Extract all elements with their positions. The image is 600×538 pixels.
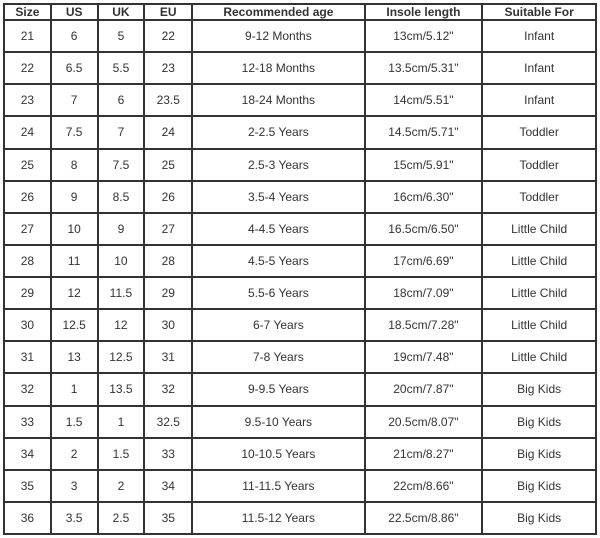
table-cell: 10 — [51, 213, 98, 245]
table-cell: 3.5 — [51, 502, 98, 534]
table-cell: 28 — [4, 245, 51, 277]
table-cell: 21cm/8.27" — [365, 438, 483, 470]
table-cell: 15cm/5.91" — [365, 149, 483, 181]
table-cell: 1.5 — [98, 438, 145, 470]
table-row — [4, 20, 596, 52]
table-cell: 34 — [144, 470, 192, 502]
column-header-recommended-age: Recommended age — [192, 4, 364, 20]
table-cell: 2 — [98, 470, 145, 502]
table-row — [4, 341, 596, 373]
table-cell: 7.5 — [51, 116, 98, 148]
table-cell: 5.5 — [98, 52, 145, 84]
table-cell: 1.5 — [51, 406, 98, 438]
table-cell: 9-9.5 Years — [192, 373, 364, 405]
table-cell: 25 — [144, 149, 192, 181]
table-cell: 22 — [4, 52, 51, 84]
table-cell: 24 — [4, 116, 51, 148]
table-cell: 13 — [51, 341, 98, 373]
table-cell: 12-18 Months — [192, 52, 364, 84]
table-cell: Little Child — [482, 309, 596, 341]
table-cell: 6 — [51, 20, 98, 52]
column-header-uk: UK — [98, 4, 145, 20]
table-cell: Little Child — [482, 245, 596, 277]
table-cell: 23.5 — [144, 84, 192, 116]
table-cell: 5.5-6 Years — [192, 277, 364, 309]
table-cell: 25 — [4, 149, 51, 181]
table-cell: 7 — [51, 84, 98, 116]
table-cell: 22.5cm/8.86" — [365, 502, 483, 534]
table-row — [4, 52, 596, 84]
table-cell: 26 — [4, 181, 51, 213]
table-cell: 16.5cm/6.50" — [365, 213, 483, 245]
table-cell: 23 — [144, 52, 192, 84]
table-row — [4, 277, 596, 309]
table-cell: 23 — [4, 84, 51, 116]
table-row — [4, 502, 596, 534]
table-cell: 32 — [4, 373, 51, 405]
table-cell: Big Kids — [482, 502, 596, 534]
table-cell: 3.5-4 Years — [192, 181, 364, 213]
table-cell: 12.5 — [51, 309, 98, 341]
table-cell: Little Child — [482, 277, 596, 309]
table-cell: 29 — [4, 277, 51, 309]
table-cell: 2.5-3 Years — [192, 149, 364, 181]
table-cell: 28 — [144, 245, 192, 277]
table-cell: 13cm/5.12" — [365, 20, 483, 52]
table-cell: 8.5 — [98, 181, 145, 213]
table-cell: 27 — [144, 213, 192, 245]
table-cell: 18-24 Months — [192, 84, 364, 116]
table-cell: 14.5cm/5.71" — [365, 116, 483, 148]
table-cell: 22cm/8.66" — [365, 470, 483, 502]
table-cell: Toddler — [482, 181, 596, 213]
table-cell: 27 — [4, 213, 51, 245]
table-cell: 20cm/7.87" — [365, 373, 483, 405]
column-header-suitable-for: Suitable For — [482, 4, 596, 20]
table-cell: 18.5cm/7.28" — [365, 309, 483, 341]
table-cell: 14cm/5.51" — [365, 84, 483, 116]
table-body — [4, 20, 596, 534]
table-cell: 7.5 — [98, 149, 145, 181]
table-cell: 9 — [98, 213, 145, 245]
table-cell: 6.5 — [51, 52, 98, 84]
table-cell: 36 — [4, 502, 51, 534]
table-row — [4, 181, 596, 213]
table-cell: 12.5 — [98, 341, 145, 373]
table-cell: Big Kids — [482, 470, 596, 502]
table-cell: 30 — [4, 309, 51, 341]
table-cell: Little Child — [482, 213, 596, 245]
table-cell: 10 — [98, 245, 145, 277]
table-cell: 18cm/7.09" — [365, 277, 483, 309]
table-cell: 24 — [144, 116, 192, 148]
table-cell: 35 — [4, 470, 51, 502]
table-cell: 17cm/6.69" — [365, 245, 483, 277]
table-cell: 5 — [98, 20, 145, 52]
table-cell: 4.5-5 Years — [192, 245, 364, 277]
column-header-us: US — [51, 4, 98, 20]
table-cell: Infant — [482, 84, 596, 116]
table-cell: 12 — [51, 277, 98, 309]
table-row — [4, 213, 596, 245]
table-cell: 6 — [98, 84, 145, 116]
table-cell: 13.5 — [98, 373, 145, 405]
table-cell: 16cm/6.30" — [365, 181, 483, 213]
table-cell: 32 — [144, 373, 192, 405]
table-row — [4, 149, 596, 181]
table-cell: Big Kids — [482, 406, 596, 438]
table-cell: 3 — [51, 470, 98, 502]
table-cell: Toddler — [482, 149, 596, 181]
table-header-row — [4, 4, 596, 20]
table-cell: 11.5 — [98, 277, 145, 309]
table-cell: Little Child — [482, 341, 596, 373]
table-cell: 9-12 Months — [192, 20, 364, 52]
table-cell: 34 — [4, 438, 51, 470]
table-cell: 13.5cm/5.31" — [365, 52, 483, 84]
table-cell: 32.5 — [144, 406, 192, 438]
column-header-eu: EU — [144, 4, 192, 20]
table-row — [4, 373, 596, 405]
column-header-size: Size — [4, 4, 51, 20]
table-cell: 31 — [4, 341, 51, 373]
table-cell: Big Kids — [482, 373, 596, 405]
table-cell: 31 — [144, 341, 192, 373]
table-cell: 29 — [144, 277, 192, 309]
table-cell: 1 — [98, 406, 145, 438]
table-cell: 12 — [98, 309, 145, 341]
table-cell: Toddler — [482, 116, 596, 148]
table-cell: 2-2.5 Years — [192, 116, 364, 148]
table-cell: 19cm/7.48" — [365, 341, 483, 373]
table-cell: 9 — [51, 181, 98, 213]
table-row — [4, 309, 596, 341]
table-cell: 9.5-10 Years — [192, 406, 364, 438]
table-row — [4, 438, 596, 470]
table-cell: 33 — [4, 406, 51, 438]
table-row — [4, 84, 596, 116]
table-cell: 22 — [144, 20, 192, 52]
table-cell: 6-7 Years — [192, 309, 364, 341]
table-cell: 2 — [51, 438, 98, 470]
table-row — [4, 116, 596, 148]
table-cell: 4-4.5 Years — [192, 213, 364, 245]
table-cell: 10-10.5 Years — [192, 438, 364, 470]
table-cell: Big Kids — [482, 438, 596, 470]
table-row — [4, 406, 596, 438]
table-cell: 21 — [4, 20, 51, 52]
table-cell: 11-11.5 Years — [192, 470, 364, 502]
table-row — [4, 245, 596, 277]
table-cell: 26 — [144, 181, 192, 213]
table-cell: 11 — [51, 245, 98, 277]
table-cell: 33 — [144, 438, 192, 470]
table-cell: 1 — [51, 373, 98, 405]
table-cell: 7 — [98, 116, 145, 148]
table-cell: 2.5 — [98, 502, 145, 534]
size-chart-table — [3, 3, 597, 535]
table-cell: 20.5cm/8.07" — [365, 406, 483, 438]
table-cell: 8 — [51, 149, 98, 181]
table-cell: Infant — [482, 52, 596, 84]
table-cell: Infant — [482, 20, 596, 52]
table-cell: 30 — [144, 309, 192, 341]
table-cell: 7-8 Years — [192, 341, 364, 373]
table-cell: 11.5-12 Years — [192, 502, 364, 534]
table-row — [4, 470, 596, 502]
column-header-insole-length: Insole length — [365, 4, 483, 20]
table-cell: 35 — [144, 502, 192, 534]
